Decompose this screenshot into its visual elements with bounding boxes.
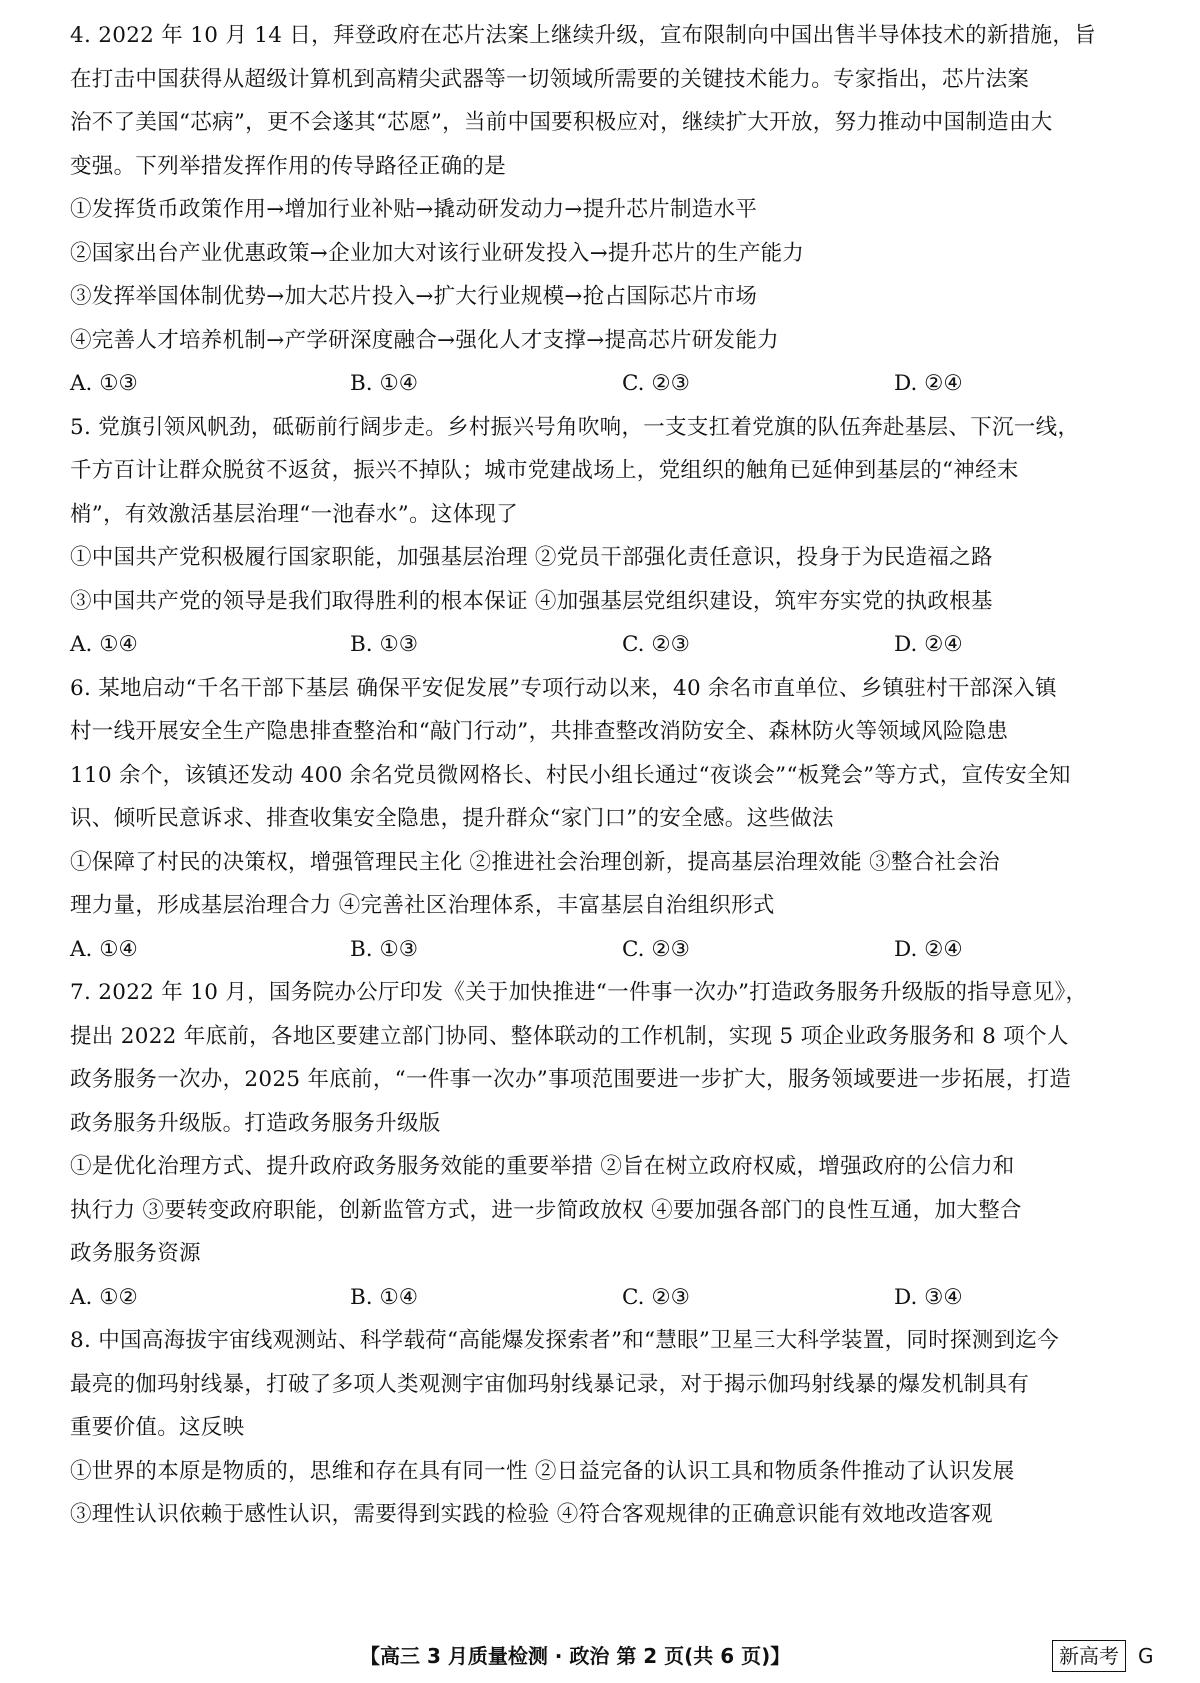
question-8-line: 重要价值。这反映 bbox=[70, 1415, 245, 1440]
option-a: A. ①④ bbox=[70, 936, 138, 962]
question-5-statement: ③中国共产党的领导是我们取得胜利的根本保证 ④加强基层党组织建设，筑牢夯实党的执政根基 bbox=[70, 588, 993, 614]
option-b: B. ①④ bbox=[350, 1284, 419, 1310]
question-7-options bbox=[70, 1276, 1160, 1320]
question-8-statement: ③理性认识依赖于感性认识，需要得到实践的检验 ④符合客观规律的正确意识能有效地改造客观 bbox=[70, 1502, 993, 1527]
option-c: C. ②③ bbox=[622, 371, 690, 396]
option-c: C. ②③ bbox=[622, 1284, 690, 1310]
question-7-line: 政务服务升级版。打造政务服务升级版 bbox=[70, 1110, 441, 1136]
question-6-line: 识、倾听民意诉求、排查收集安全隐患，提升群众“家门口”的安全感。这些做法 bbox=[70, 806, 834, 831]
question-4-statement: ③发挥举国体制优势→加大芯片投入→扩大行业规模→抢占国际芯片市场 bbox=[70, 284, 758, 309]
footer-exam-tag: 新高考 bbox=[1052, 1640, 1126, 1672]
question-6 bbox=[70, 667, 1160, 972]
option-a: A. ①③ bbox=[70, 371, 138, 396]
question-6-line: 110 余个，该镇还发动 400 余名党员微网格长、村民小组长通过“夜谈会”“板凳会”等方式，宣传安全知 bbox=[70, 762, 1071, 788]
footer-page-info: 【高三 3 月质量检测 · 政治 第 2 页(共 6 页)】 bbox=[360, 1644, 791, 1668]
option-d: D. ②④ bbox=[894, 632, 963, 657]
option-c: C. ②③ bbox=[622, 936, 690, 962]
question-4-line: 变强。下列举措发挥作用的传导路径正确的是 bbox=[70, 153, 507, 179]
option-a: A. ①④ bbox=[70, 632, 138, 657]
option-b: B. ①④ bbox=[350, 371, 419, 396]
question-4-line: 在打击中国获得从超级计算机到高精尖武器等一切领域所需要的关键技术能力。专家指出，芯片法案 bbox=[70, 66, 1030, 92]
question-4-line: 4. 2022 年 10 月 14 日，拜登政府在芯片法案上继续升级，宣布限制向中国出售半导体技术的新措施，旨 bbox=[70, 23, 1096, 48]
question-7-line: 提出 2022 年底前，各地区要建立部门协同、整体联动的工作机制，实现 5 项企业政务服务和 8 项个人 bbox=[70, 1023, 1069, 1049]
option-b: B. ①③ bbox=[350, 632, 419, 657]
question-5-line: 千方百计让群众脱贫不返贫，振兴不掉队；城市党建战场上，党组织的触角已延伸到基层的“神经末 bbox=[70, 458, 1019, 483]
question-8-line: 最亮的伽玛射线暴，打破了多项人类观测宇宙伽玛射线暴记录，对于揭示伽玛射线暴的爆发机制具有 bbox=[70, 1371, 1030, 1397]
question-6-line: 6. 某地启动“千名干部下基层 确保平安促发展”专项行动以来，40 余名市直单位、乡镇驻村干部深入镇 bbox=[70, 675, 1057, 701]
question-5 bbox=[70, 406, 1160, 667]
option-a: A. ①② bbox=[70, 1284, 138, 1310]
question-4-options bbox=[70, 362, 1160, 406]
question-8-statement: ①世界的本原是物质的，思维和存在具有同一性 ②日益完备的认识工具和物质条件推动了认识发展 bbox=[70, 1458, 1015, 1484]
option-d: D. ③④ bbox=[894, 1284, 963, 1310]
page-footer bbox=[0, 1636, 1200, 1676]
question-6-line: 村一线开展安全生产隐患排查整治和“敲门行动”，共排查整改消防安全、森林防火等领域风险隐患 bbox=[70, 719, 1009, 744]
question-4-statement: ④完善人才培养机制→产学研深度融合→强化人才支撑→提高芯片研发能力 bbox=[70, 327, 779, 353]
question-4-line: 治不了美国“芯病”，更不会遂其“芯愿”，当前中国要积极应对，继续扩大开放，努力推动中国制造由大 bbox=[70, 110, 1053, 135]
question-5-statement: ①中国共产党积极履行国家职能，加强基层治理 ②党员干部强化责任意识，投身于为民造福之路 bbox=[70, 545, 993, 570]
question-4-statement: ②国家出台产业优惠政策→企业加大对该行业研发投入→提升芯片的生产能力 bbox=[70, 240, 805, 266]
option-d: D. ②④ bbox=[894, 936, 963, 962]
question-7-line: 7. 2022 年 10 月，国务院办公厅印发《关于加快推进“一件事一次办”打造政务服务升级版的指导意见》， bbox=[70, 980, 1088, 1005]
question-6-statement: ①保障了村民的决策权，增强管理民主化 ②推进社会治理创新，提高基层治理效能 ③整合社会治 bbox=[70, 849, 1000, 875]
question-6-statement: 理力量，形成基层治理合力 ④完善社区治理体系，丰富基层自治组织形式 bbox=[70, 893, 775, 918]
option-d: D. ②④ bbox=[894, 371, 963, 396]
question-6-options bbox=[70, 928, 1160, 972]
question-5-options bbox=[70, 623, 1160, 667]
footer-version-letter: G bbox=[1138, 1644, 1154, 1668]
question-7-statement: ①是优化治理方式、提升政府政务服务效能的重要举措 ②旨在树立政府权威，增强政府的公信力和 bbox=[70, 1154, 1015, 1179]
question-8-line: 8. 中国高海拔宇宙线观测站、科学载荷“高能爆发探索者”和“慧眼”卫星三大科学装置，同时探测到迄今 bbox=[70, 1328, 1060, 1353]
question-7-statement: 政务服务资源 bbox=[70, 1241, 201, 1266]
question-5-line: 梢”，有效激活基层治理“一池春水”。这体现了 bbox=[70, 501, 519, 527]
question-5-line: 5. 党旗引领风帆劲，砥砺前行阔步走。乡村振兴号角吹响，一支支扛着党旗的队伍奔赴基层、下沉一线， bbox=[70, 414, 1080, 440]
question-7-line: 政务服务一次办，2025 年底前，“一件事一次办”事项范围要进一步扩大，服务领域要进一步拓展，打造 bbox=[70, 1067, 1072, 1092]
option-b: B. ①③ bbox=[350, 936, 419, 962]
exam-page bbox=[70, 14, 1160, 1537]
question-7 bbox=[70, 971, 1160, 1319]
option-c: C. ②③ bbox=[622, 632, 690, 657]
question-4-statement: ①发挥货币政策作用→增加行业补贴→撬动研发动力→提升芯片制造水平 bbox=[70, 197, 758, 222]
question-4 bbox=[70, 14, 1160, 406]
question-7-statement: 执行力 ③要转变政府职能，创新监管方式，进一步简政放权 ④要加强各部门的良性互通，加大整合 bbox=[70, 1197, 1022, 1223]
question-8 bbox=[70, 1319, 1160, 1537]
